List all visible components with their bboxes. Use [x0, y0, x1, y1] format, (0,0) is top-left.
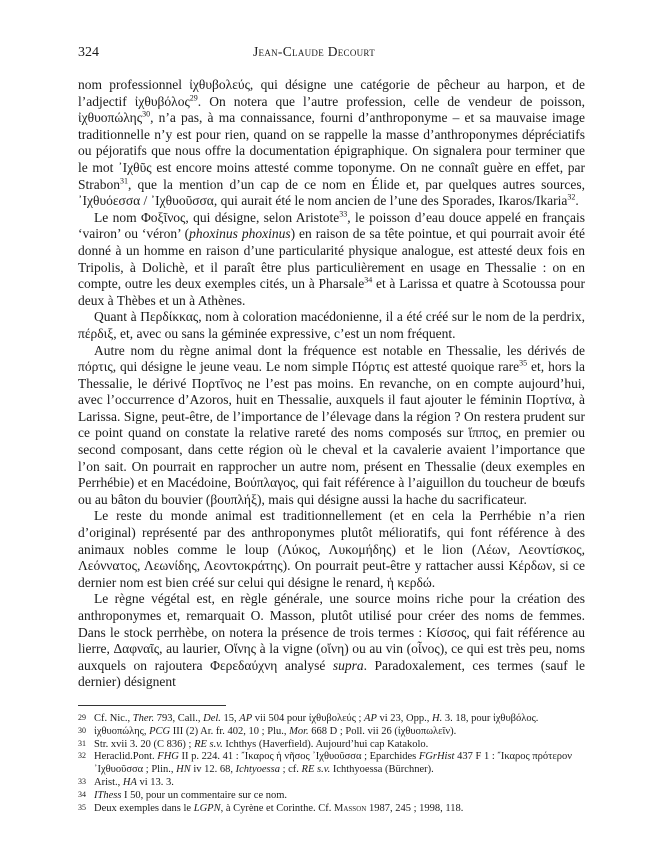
footnote-ref: 29	[189, 93, 198, 103]
italic-text: PCG	[149, 725, 171, 737]
text-run: 3. 18, pour ἰχθυβόλος.	[442, 712, 539, 724]
footnote	[78, 713, 585, 726]
text-run: iv 12. 68,	[190, 764, 236, 776]
text-run: Δαφναῖς	[113, 641, 160, 657]
text-run: πέρδιξ	[78, 325, 114, 341]
text-run: , n’a pas, à ma connaissance, fourni d’anthroponyme – et sa mauvaise image traditionnelle n’y est pour rien, quand on se rappelle la masse d’anthroponymes dépréciatifs ou péjoratifs que nous offre la documentation épigraphique. On signalera pour terminer que le mot	[78, 110, 585, 175]
italic-text: FHG	[157, 751, 179, 763]
text-run: Le nom	[94, 209, 141, 225]
text-run: III (2) Ar. fr. 402, 10 ; Plu.,	[170, 725, 290, 737]
text-run: ) ou au vin (	[344, 641, 412, 657]
text-run: ) en raison de sa tête pointue, et qui pourrait avoir été donné à un homme en raison d’une particularité physique analogue, est attesté deux fois en Tripolis, à Dolichè, et il paraît être plus particulièrement en usage en Thessalie : on en compte, outre les deux exemples cités, un à Pharsale	[78, 226, 585, 292]
text-run: , qui désigne le jeune veau. Le nom simple	[112, 359, 352, 375]
text-run: Λέων, Λεοντίσκος, Λεόννατος, Λεωνίδης, Λεοντοκράτης	[78, 541, 585, 574]
text-run: πόρτις	[78, 359, 113, 375]
footnote-text	[94, 726, 585, 739]
text-run: est encore moins attesté comme toponyme. On ne connaît guère en effet, par Strabon	[78, 159, 585, 192]
footnote	[78, 739, 585, 752]
text-run: Cf. Nic.,	[94, 712, 133, 724]
text-run: Φοξῖνος	[140, 209, 186, 225]
running-head-author: Jean-Claude Decourt	[252, 44, 375, 59]
text-run: , que la mention d’un cap de ce nom en Élide et, par quelques autres sources,	[128, 176, 585, 192]
footnote-number: 29	[78, 712, 86, 722]
text-run: . Paradoxalement, ces termes (sauf le dernier) désignent	[78, 657, 585, 690]
text-run: , qui désigne, selon Aristote	[185, 209, 340, 225]
footnote-text	[94, 739, 585, 752]
text-run: Βούπλαγος	[234, 475, 296, 491]
text-run: Le règne végétal est, en règle générale, une source moins riche pour la création des anthroponymes et, remarquait O. Masson, plutôt utilisé pour créer des noms de femmes. Dans le stock perrhèbe, on notera la présence de trois termes :	[78, 591, 585, 640]
paragraph	[78, 343, 585, 509]
footnote-number: 33	[78, 776, 86, 786]
text-run: , le poisson d’eau douce appelé en français ‘vairon’ ou ‘véron’ (	[78, 209, 585, 242]
footnote	[78, 803, 585, 816]
text-run: analysé	[277, 657, 333, 673]
text-run: , qui fait référence au lierre,	[78, 624, 585, 657]
text-run: à la vigne (	[256, 641, 321, 657]
italic-text: RE s.v.	[301, 764, 331, 776]
paragraph	[78, 77, 585, 210]
paragraph	[78, 508, 585, 591]
text-run: Arist.,	[94, 776, 123, 788]
footnote-number: 34	[78, 789, 86, 799]
text-run: , à Larissa. Signe, peut-être, de l’importance de l’élevage dans la région ? On restera prudent sur ce point quand on constate la relative rareté des noms composés sur	[78, 392, 585, 441]
footnote-ref: 30	[142, 109, 151, 119]
text-run: , qui aurait été le nom ancien de l’une des Sporades, Ikaros/Ikaria	[213, 193, 568, 209]
text-run: vi 23, Opp.,	[376, 712, 432, 724]
text-run: Φερεδαύχνη	[210, 657, 278, 673]
text-run: 437 F 1 : ῎Ικαρος πρότερον ᾿Ιχθυοῦσσα ; Plin.,	[94, 751, 572, 776]
text-run: . On notera que l’autre profession, celle de vendeur de poisson,	[197, 93, 585, 109]
footnotes	[78, 713, 585, 815]
text-run: Heraclid.Pont.	[94, 751, 158, 763]
italic-text: Mor.	[289, 725, 309, 737]
text-run: , si ce dernier nom est bien créé sur celui qui désigne le renard,	[78, 558, 585, 590]
running-header	[78, 44, 585, 61]
book-page	[78, 44, 585, 815]
text-run: Κέρδων	[508, 558, 553, 574]
text-run: Ichthys (Haverfield). Aujourd’hui cap Katakolo.	[222, 738, 429, 750]
italic-text: Ther.	[132, 712, 155, 724]
italic-text: IThess	[94, 789, 122, 801]
footnote-ref: 33	[339, 209, 348, 219]
footnote-number: 35	[78, 802, 86, 812]
text-run: Οἴνης	[224, 641, 257, 657]
footnote-text	[94, 713, 585, 726]
italic-text: H.	[431, 712, 443, 724]
text-run: ἰχθυοπώλης,	[94, 725, 150, 737]
text-run: vi 13. 3.	[136, 776, 174, 788]
text-run: Πορτῖνος	[191, 375, 243, 391]
text-run: ἰχθυβόλος	[134, 93, 190, 109]
footnote	[78, 790, 585, 803]
text-run: , qui désigne une catégorie de pêcheur au harpon, et de l’adjectif	[78, 77, 585, 109]
italic-text: supra	[332, 657, 364, 673]
text-run: Πόρτις	[351, 359, 390, 375]
italic-text: AP	[364, 712, 377, 724]
italic-text: HN	[176, 764, 191, 776]
text-run: et, hors la Thessalie, le dérivé	[78, 359, 585, 391]
small-caps-text: Masson	[334, 802, 367, 814]
text-run: οἶνος	[411, 641, 440, 657]
italic-text: RE s.v.	[194, 738, 223, 750]
main-text	[78, 77, 585, 691]
text-run: , à Cyrène et Corinthe. Cf.	[220, 802, 335, 814]
paragraph	[78, 210, 585, 310]
text-run: ἰχθυοπώλης	[78, 110, 143, 126]
text-run: Le reste du monde animal est traditionnellement (et en cela la Perrhébie n’a rien d’original) représenté par des anthroponymes plutôt mélioratifs, qui font référence à des animaux nobles comme le loup (	[78, 508, 585, 557]
footnote-text	[94, 803, 585, 816]
footnote	[78, 751, 585, 777]
italic-text: Del.	[203, 712, 221, 724]
text-run: I 50, pour un commentaire sur ce nom.	[121, 789, 288, 801]
text-run: ) et le lion (	[391, 541, 477, 557]
text-run: ), mais qui désigne aussi la hache du sacrificateur.	[256, 491, 527, 507]
text-run: ᾿Ιχθῦς	[118, 159, 152, 175]
italic-text: Ichtyoessa	[235, 764, 280, 776]
text-run: .	[575, 193, 579, 209]
footnote-number: 31	[78, 738, 86, 748]
footnote-ref: 31	[120, 176, 128, 186]
text-run: ), ce qui est très peu, noms auxquels on rajoutera	[78, 641, 586, 673]
text-run: ἵππος	[468, 425, 498, 441]
italic-text: phoxinus phoxinus	[189, 226, 291, 242]
text-run: Ichthyoessa (Bürchner).	[330, 764, 434, 776]
text-run: ; cf.	[279, 764, 302, 776]
text-run: ᾿Ιχθυόεσσα / ᾿Ιχθυοῦσσα	[78, 193, 214, 209]
text-run: et à Larissa et quatre à Scotoussa pour deux à Thèbes et un à Athènes.	[78, 276, 585, 308]
text-run: Autre nom du règne animal dont la fréquence est notable en Thessalie, les dérivés de	[94, 342, 585, 358]
text-run: , au laurier,	[159, 641, 225, 657]
text-run: Quant à	[94, 309, 141, 325]
paragraph	[78, 309, 585, 342]
text-run: Πορτίνα	[526, 392, 572, 408]
text-run: ἡ κερδώ	[386, 574, 432, 590]
text-run: nom professionnel	[78, 77, 190, 92]
footnote-number: 30	[78, 725, 86, 735]
footnote-rule	[78, 705, 226, 706]
page-number: 324	[78, 45, 99, 60]
footnote	[78, 726, 585, 739]
text-run: est attesté quoique rare	[389, 359, 520, 375]
text-run: Deux exemples dans le	[94, 802, 194, 814]
text-run: , nom à coloration macédonienne, il a été créé sur le nom de la perdrix,	[198, 309, 585, 325]
text-run: 15,	[220, 712, 240, 724]
text-run: , qui fait référence à l’aiguillon du toucheur de bœufs ou au bâton du bouvier (	[78, 475, 585, 507]
text-run: , en premier ou second composant, dans cette région où le cheval et la cavalerie avaient l’importance que l’on sait. On pourrait en rapprocher un autre nom, présent en Thessalie (deux exemples en Perrhébie) et en Macédoine,	[78, 425, 585, 491]
footnote-ref: 34	[364, 275, 373, 285]
text-run: Λύκος, Λυκομήδης	[282, 541, 392, 557]
italic-text: LGPN	[193, 802, 221, 814]
text-run: ne l’est pas moins. En revanche, on en compte aujourd’hui, avec l’occurrence d’Azoros, huit en Thessalie, auxquels il faut ajouter le féminin	[78, 375, 585, 408]
italic-text: HA	[122, 776, 137, 788]
footnote-ref: 35	[519, 358, 528, 368]
text-run: 668 D ; Poll. vii 26 (ἰχθυοπωλεῖν).	[308, 725, 457, 737]
footnote	[78, 777, 585, 790]
text-run: II p. 224. 41 : ῎Ικαρος ἡ νῆσος ᾿Ιχθυοῦσσα ; Eparchides	[178, 751, 419, 763]
text-run: 793, Call.,	[154, 712, 204, 724]
text-run: 1987, 245 ; 1998, 118.	[366, 802, 464, 814]
paragraph	[78, 591, 585, 691]
text-run: ἰχθυβολεύς	[189, 77, 250, 92]
text-run: Περδίκκας	[140, 309, 199, 325]
text-run: Κίσσος	[426, 624, 467, 640]
text-run: .	[431, 574, 436, 590]
italic-text: FGrHist	[418, 751, 455, 763]
footnote-ref: 32	[567, 192, 576, 202]
footnote-text	[94, 751, 585, 777]
text-run: Str. xvii 3. 20 (C 836) ;	[94, 738, 195, 750]
italic-text: AP	[239, 712, 253, 724]
footnote-number: 32	[78, 751, 86, 761]
footnote-text	[94, 777, 585, 790]
text-run: βουπλήξ	[210, 491, 257, 507]
text-run: ). On pourrait peut-être y rattacher aussi	[282, 558, 509, 574]
footnote-text	[94, 790, 585, 803]
text-run: vii 504 pour ἰχθυβολεύς ;	[252, 712, 365, 724]
text-run: , et, avec ou sans la géminée expressive, c’est un nom fréquent.	[113, 325, 456, 341]
text-run: οἴνη	[320, 641, 345, 657]
